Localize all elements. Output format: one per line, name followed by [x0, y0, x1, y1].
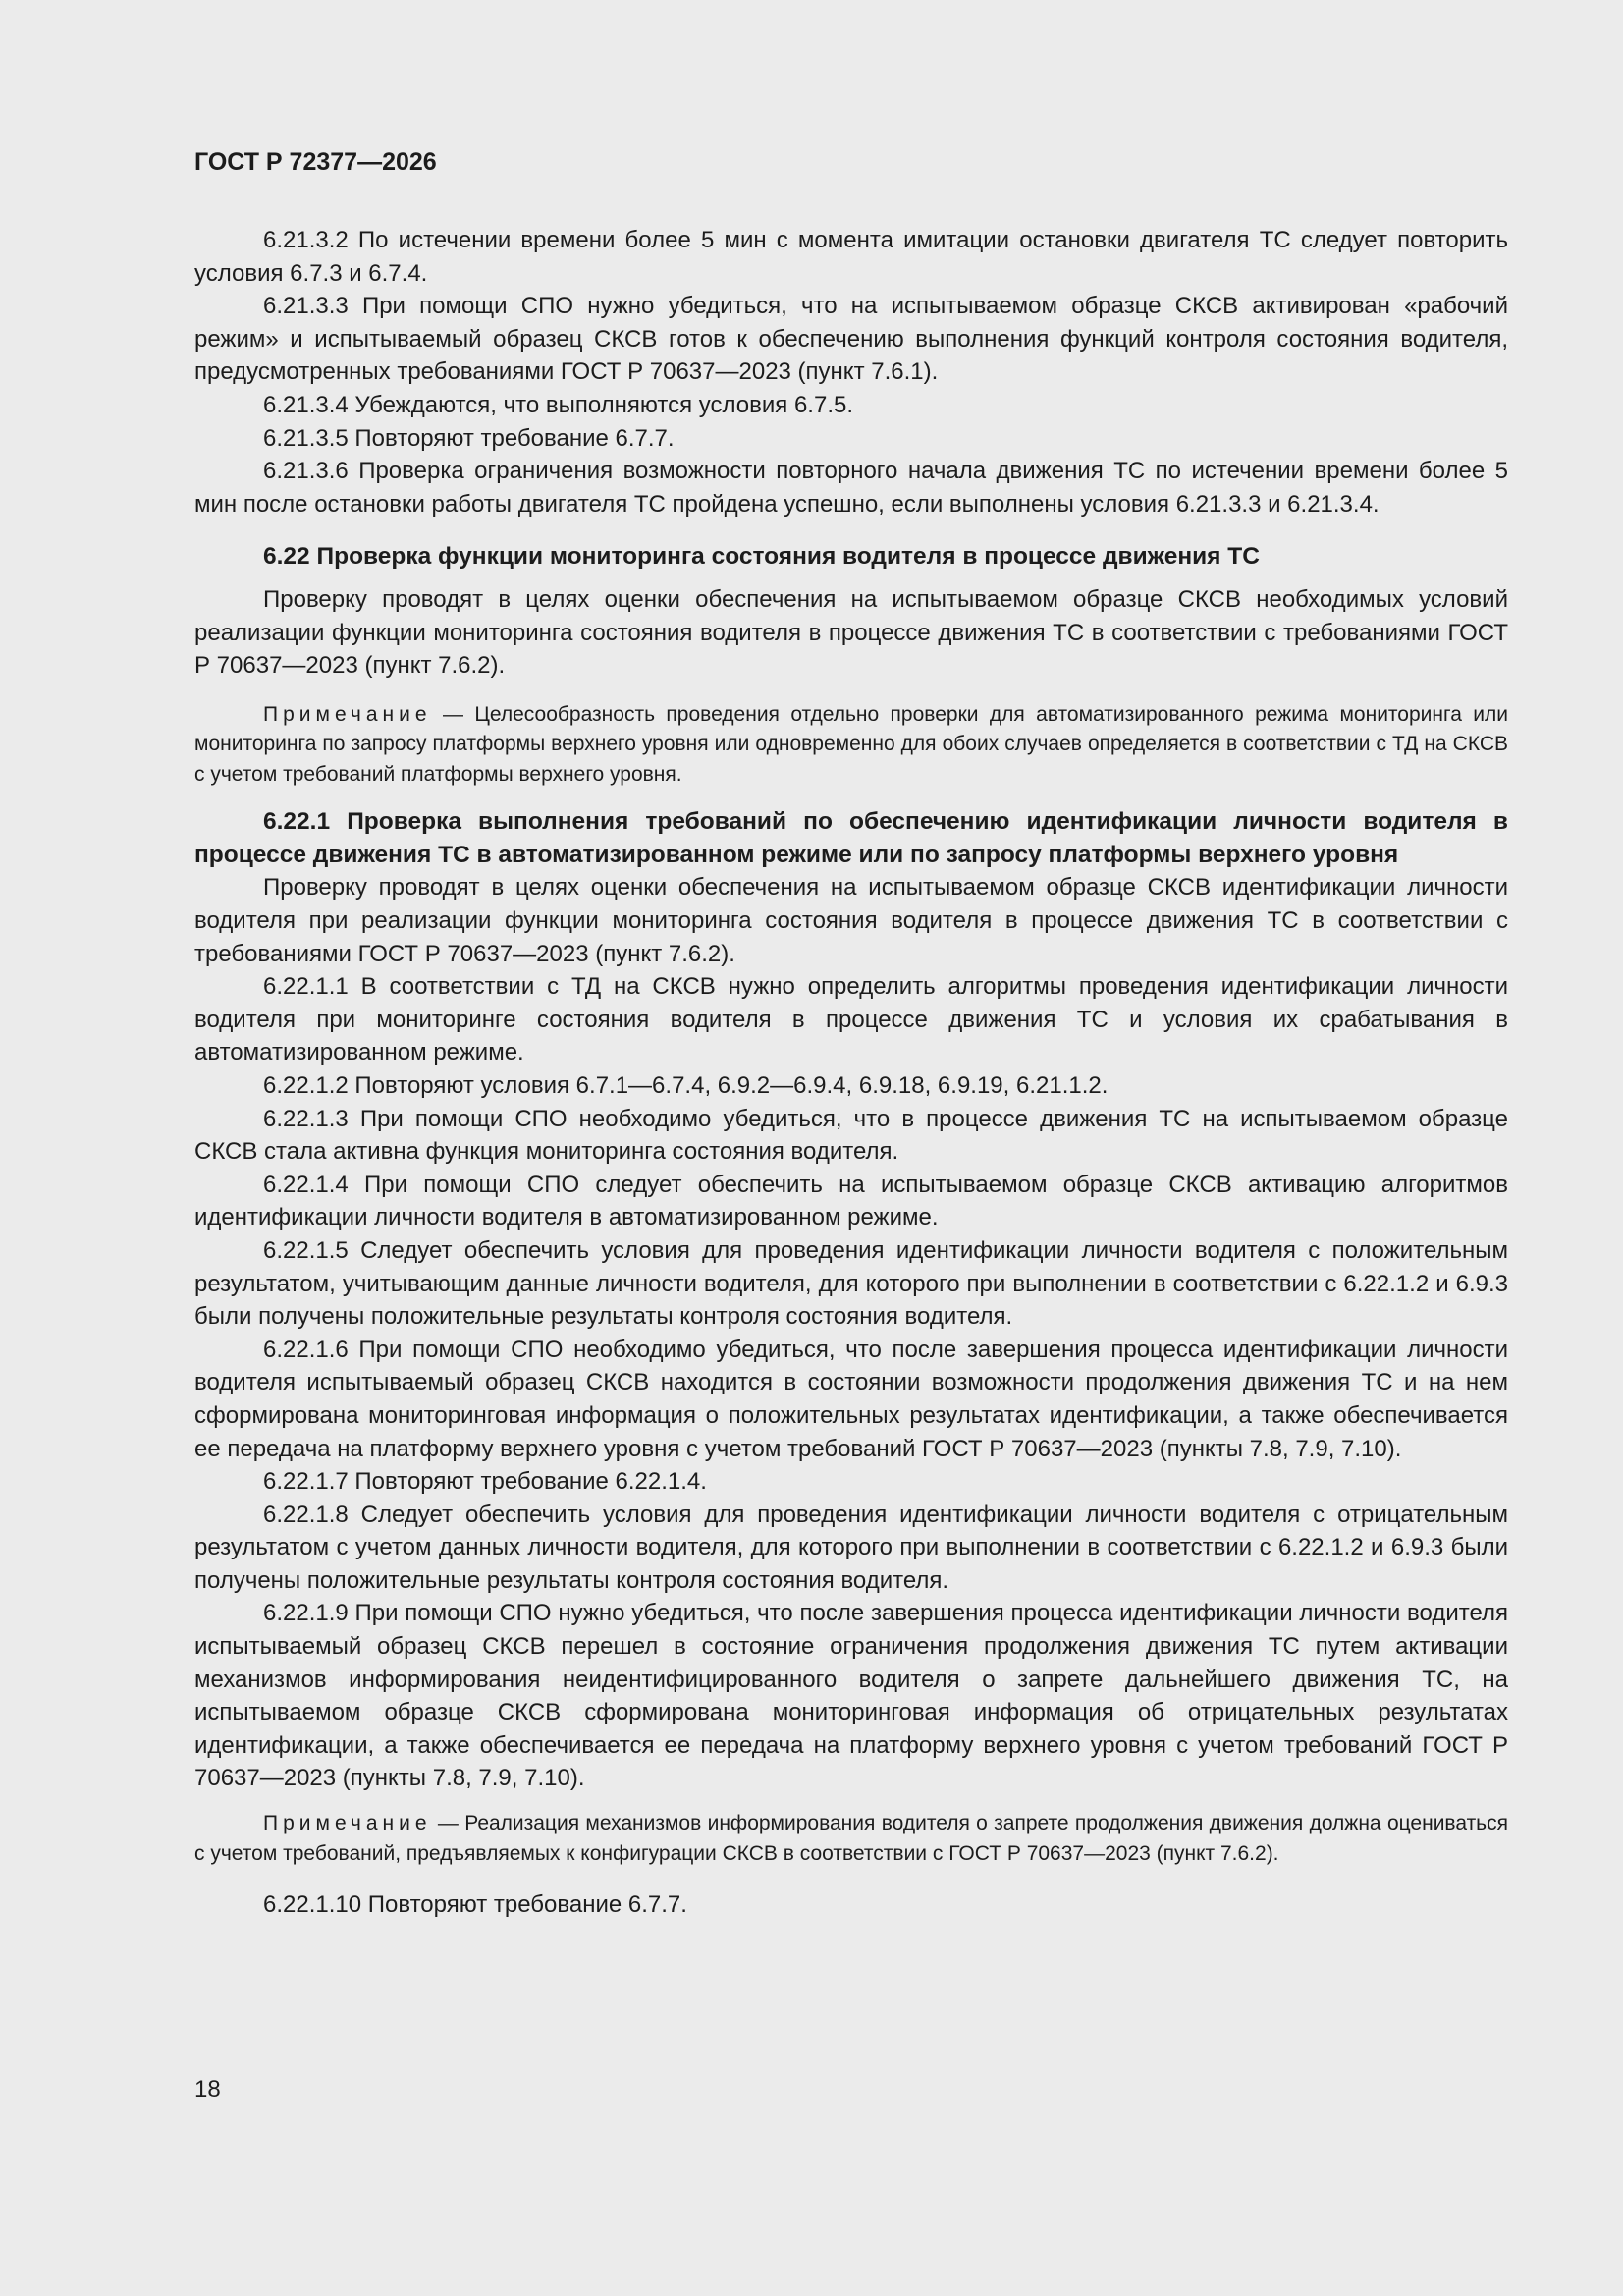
paragraph: Проверку проводят в целях оценки обеспечения на испытываемом образце СКСВ необходимых условий реализации функции мониторинга состояния водителя в процессе движения ТС в соответствии с требованиями ГОСТ Р 70637—2023 (пункт 7.6.2). [194, 585, 1508, 680]
paragraph: 6.22.1.1 В соответствии с ТД на СКСВ нужно определить алгоритмы проведения идентификации личности водителя при мониторинге состояния водителя в процессе движения ТС и условия их срабатывания в автоматизированном режиме. [194, 973, 1508, 1066]
paragraph: 6.22.1.8 Следует обеспечить условия для проведения идентификации личности водителя с отрицательным результатом с учетом данных личности водителя, для которого при выполнении в соответствии с 6.22.1.2 и 6.9.3 были получены положительные результаты контроля состояния водителя. [194, 1501, 1508, 1594]
document-header: ГОСТ Р 72377—2026 [194, 148, 437, 176]
paragraph: 6.21.3.5 Повторяют требование 6.7.7. [263, 424, 675, 452]
section-heading: 6.22 Проверка функции мониторинга состояния водителя в процессе движения ТС [263, 543, 1260, 571]
note [194, 700, 1508, 791]
paragraph: 6.22.1.5 Следует обеспечить условия для проведения идентификации личности водителя с положительным результатом, учитывающим данные личности водителя, для которого при выполнении в соответствии с 6.22.1.2 и 6.9.3 были получены положительные результаты контроля состояния водителя. [194, 1236, 1508, 1331]
document-page [194, 147, 1508, 1922]
paragraph: 6.22.1.3 При помощи СПО необходимо убедиться, что в процессе движения ТС на испытываемом образце СКСВ стала активна функция мониторинга состояния водителя. [194, 1105, 1508, 1166]
note-text: — Целесообразность проведения отдельно проверки для автоматизированного режима мониторинга или мониторинга по запросу платформы верхнего уровня или одновременно для обоих случаев определяется в соответствии с ТД на СКСВ с учетом требований платформы верхнего уровня. [194, 702, 1508, 786]
subsection-heading: 6.22.1 Проверка выполнения требований по обеспечению идентификации личности водителя в процессе движения ТС в автоматизированном режиме или по запросу платформы верхнего уровня [194, 808, 1508, 868]
paragraph: 6.22.1.6 При помощи СПО необходимо убедиться, что после завершения процесса идентификации личности водителя испытываемый образец СКСВ находится в состоянии возможности продолжения движения ТС и на нем сформирована мониторинговая информация о положительных результатах идентификации, а также обеспечивается ее передача на платформу верхнего уровня с учетом требований ГОСТ Р 70637—2023 (пункты 7.8, 7.9, 7.10). [194, 1336, 1508, 1462]
paragraph: 6.22.1.10 Повторяют требование 6.7.7. [263, 1891, 687, 1919]
paragraph: 6.22.1.7 Повторяют требование 6.22.1.4. [263, 1468, 707, 1496]
paragraph: 6.22.1.4 При помощи СПО следует обеспечить на испытываемом образце СКСВ активацию алгоритмов идентификации личности водителя в автоматизированном режиме. [194, 1171, 1508, 1231]
paragraph: Проверку проводят в целях оценки обеспечения на испытываемом образце СКСВ идентификации личности водителя при реализации функции мониторинга состояния водителя в процессе движения ТС в соответствии с требованиями ГОСТ Р 70637—2023 (пункт 7.6.2). [194, 874, 1508, 967]
paragraph: 6.21.3.6 Проверка ограничения возможности повторного начала движения ТС по истечении времени более 5 мин после остановки работы двигателя ТС пройдена успешно, если выполнены условия 6.21.3.3 и 6.21.3.4. [194, 458, 1508, 518]
paragraph: 6.22.1.2 Повторяют условия 6.7.1—6.7.4, 6.9.2—6.9.4, 6.9.18, 6.9.19, 6.21.1.2. [263, 1071, 1109, 1099]
page-number: 18 [194, 2076, 221, 2103]
paragraph: 6.22.1.9 При помощи СПО нужно убедиться, что после завершения процесса идентификации личности водителя испытываемый образец СКСВ перешел в состояние ограничения продолжения движения ТС путем активации механизмов информирования неидентифицированного водителя о запрете дальнейшего движения ТС, на испытываемом образце СКСВ сформирована мониторинговая информация об отрицательных результатах идентификации, а также обеспечивается ее передача на платформу верхнего уровня с учетом требований ГОСТ Р 70637—2023 (пункты 7.8, 7.9, 7.10). [194, 1600, 1508, 1792]
paragraph: 6.21.3.3 При помощи СПО нужно убедиться, что на испытываемом образце СКСВ активирован «рабочий режим» и испытываемый образец СКСВ готов к обеспечению выполнения функций контроля состояния водителя, предусмотренных требованиями ГОСТ Р 70637—2023 (пункт 7.6.1). [194, 293, 1508, 386]
note-text: — Реализация механизмов информирования водителя о запрете продолжения движения должна оцениваться с учетом требований, предъявляемых к конфигурации СКСВ в соответствии с ГОСТ Р 70637—2023 (пункт 7.6.2). [194, 1812, 1508, 1865]
paragraph: 6.21.3.2 По истечении времени более 5 мин с момента имитации остановки двигателя ТС следует повторить условия 6.7.3 и 6.7.4. [194, 227, 1508, 287]
note [194, 1809, 1508, 1869]
paragraph: 6.21.3.4 Убеждаются, что выполняются условия 6.7.5. [263, 391, 854, 418]
note-label: Примечание [263, 702, 432, 726]
note-label: Примечание [263, 1812, 432, 1835]
